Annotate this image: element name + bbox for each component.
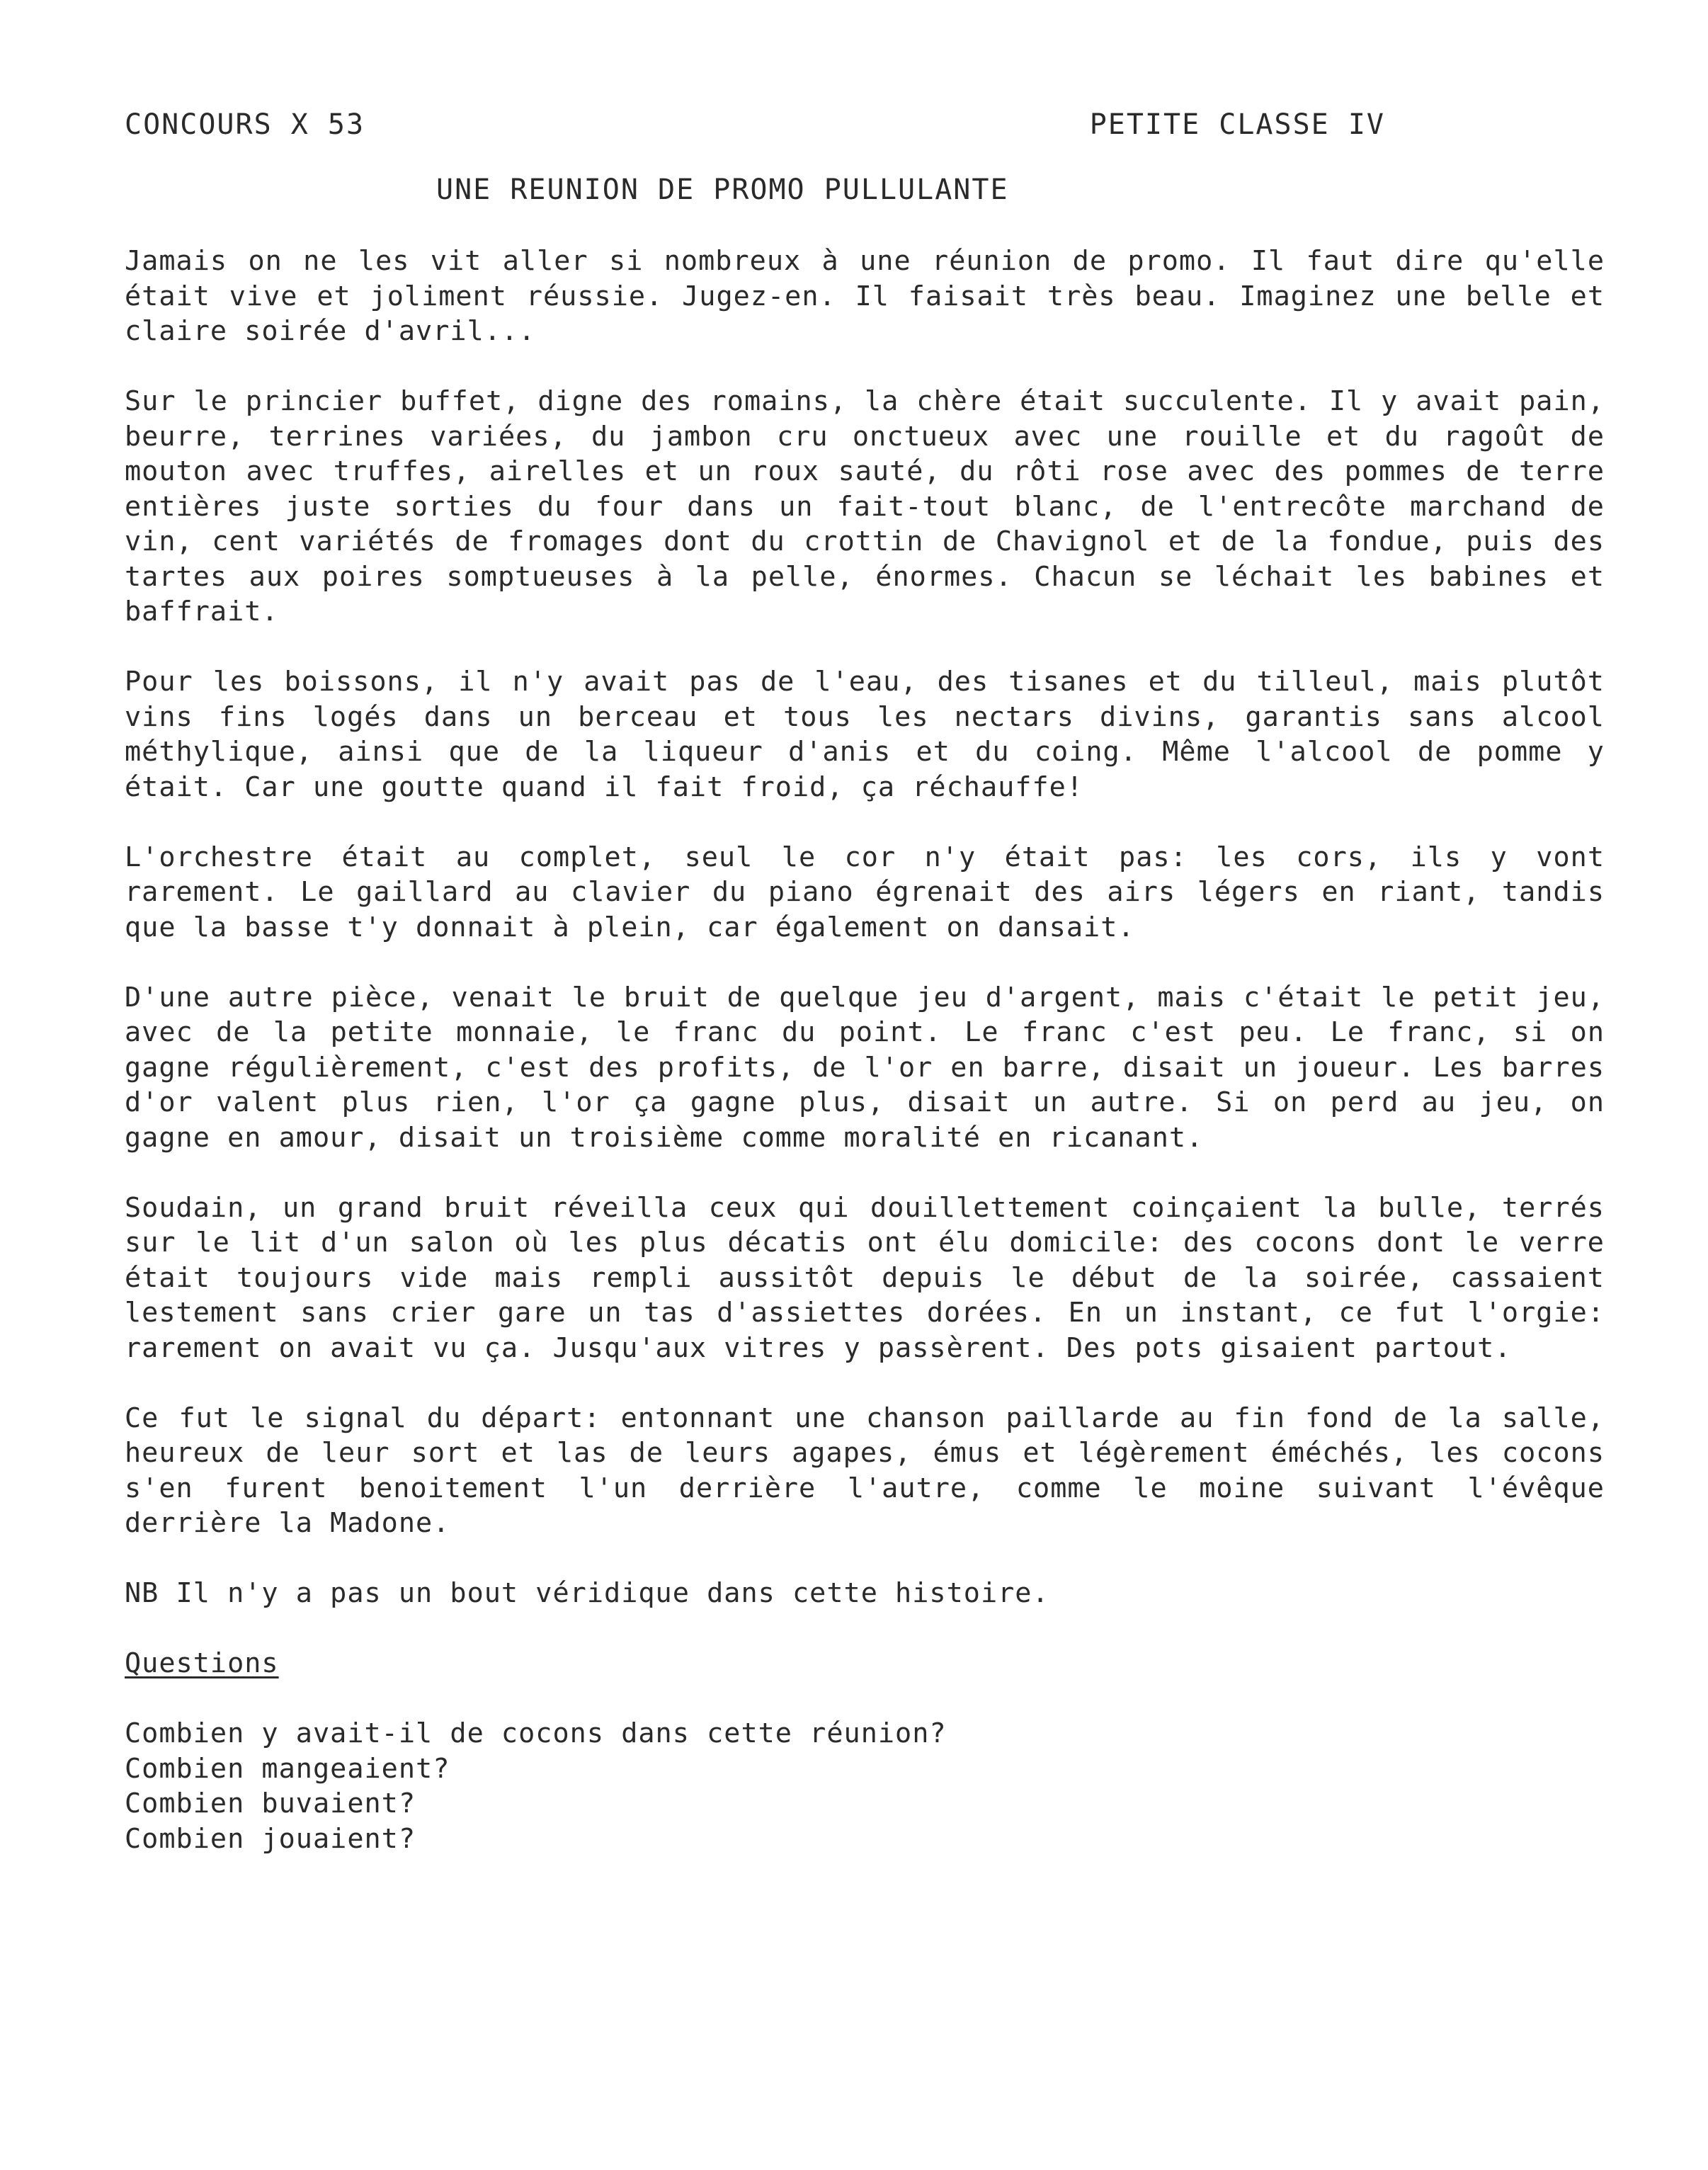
question-item: Combien buvaient? — [125, 1788, 416, 1819]
paragraph-5: D'une autre pièce, venait le bruit de quelque jeu d'argent, mais c'était le petit jeu, avec de la petite monnaie, le franc du point. Le franc c'est peu. Le franc, si on gagne régulièrement, c'est des profits, de l'or en barre, disait un joueur. Les barres d'or valent plus rien, l'or ça gagne plus, disait un autre. Si on perd au jeu, on gagne en amour, disait un troisième comme moralité en ricanant. — [125, 981, 1605, 1154]
paragraph-6: Soudain, un grand bruit réveilla ceux qui douillettement coinçaient la bulle, terrés sur le lit d'un salon où les plus décatis ont élu domicile: des cocons dont le verre était toujours vide mais rempli aussitôt depuis le début de la soirée, cassaient lestement sans crier gare un tas d'assiettes dorées. En un instant, ce fut l'orgie: rarement on avait vu ça. Jusqu'aux vitres y passèrent. Des pots gisaient partout. — [125, 1191, 1605, 1364]
header-left: CONCOURS X 53 — [125, 108, 365, 141]
question-item: Combien mangeaient? — [125, 1752, 450, 1785]
question-item: Combien y avait-il de cocons dans cette réunion? — [125, 1717, 947, 1749]
document-title: UNE REUNION DE PROMO PULLULANTE — [436, 174, 1009, 206]
note-paragraph: NB Il n'y a pas un bout véridique dans cette histoire. — [125, 1577, 1049, 1609]
paragraph-7: Ce fut le signal du départ: entonnant une chanson paillarde au fin fond de la salle, heureux de leur sort et las de leurs agapes, émus et légèrement éméchés, les cocons s'en furent benoitement l'un derrière l'autre, comme le moine suivant l'évêque derrière la Madone. — [125, 1402, 1605, 1539]
body-text — [125, 244, 1609, 1611]
question-item: Combien jouaient? — [125, 1822, 416, 1855]
questions-list — [125, 1716, 1609, 1856]
paragraph-4: L'orchestre était au complet, seul le cor n'y était pas: les cors, ils y vont rarement. Le gaillard au clavier du piano égrenait des airs légers en riant, tandis que la basse t'y donnait à plein, car également on dansait. — [125, 841, 1605, 943]
header-right: PETITE CLASSE IV — [1089, 108, 1385, 141]
page-header — [125, 105, 1470, 144]
questions-heading: Questions — [125, 1647, 279, 1679]
paragraph-1: Jamais on ne les vit aller si nombreux à une réunion de promo. Il faut dire qu'elle était vive et joliment réussie. Jugez-en. Il faisait très beau. Imaginez une belle et claire soirée d'avril... — [125, 245, 1605, 347]
paragraph-3: Pour les boissons, il n'y avait pas de l'eau, des tisanes et du tilleul, mais plutôt vins fins logés dans un berceau et tous les nectars divins, garantis sans alcool méthylique, ainsi que de la liqueur d'anis et du coing. Même l'alcool de pomme y était. Car une goutte quand il fait froid, ça réchauffe! — [125, 666, 1605, 803]
paragraph-2: Sur le princier buffet, digne des romains, la chère était succulente. Il y avait pain, beurre, terrines variées, du jambon cru onctueux avec une rouille et du ragoût de mouton avec truffes, airelles et un roux sauté, du rôti rose avec des pommes de terre entières juste sorties du four dans un fait-tout blanc, de l'entrecôte marchand de vin, cent variétés de fromages dont du crottin de Chavignol et de la fondue, puis des tartes aux poires somptueuses à la pelle, énormes. Chacun se léchait les babines et baffrait. — [125, 385, 1605, 627]
